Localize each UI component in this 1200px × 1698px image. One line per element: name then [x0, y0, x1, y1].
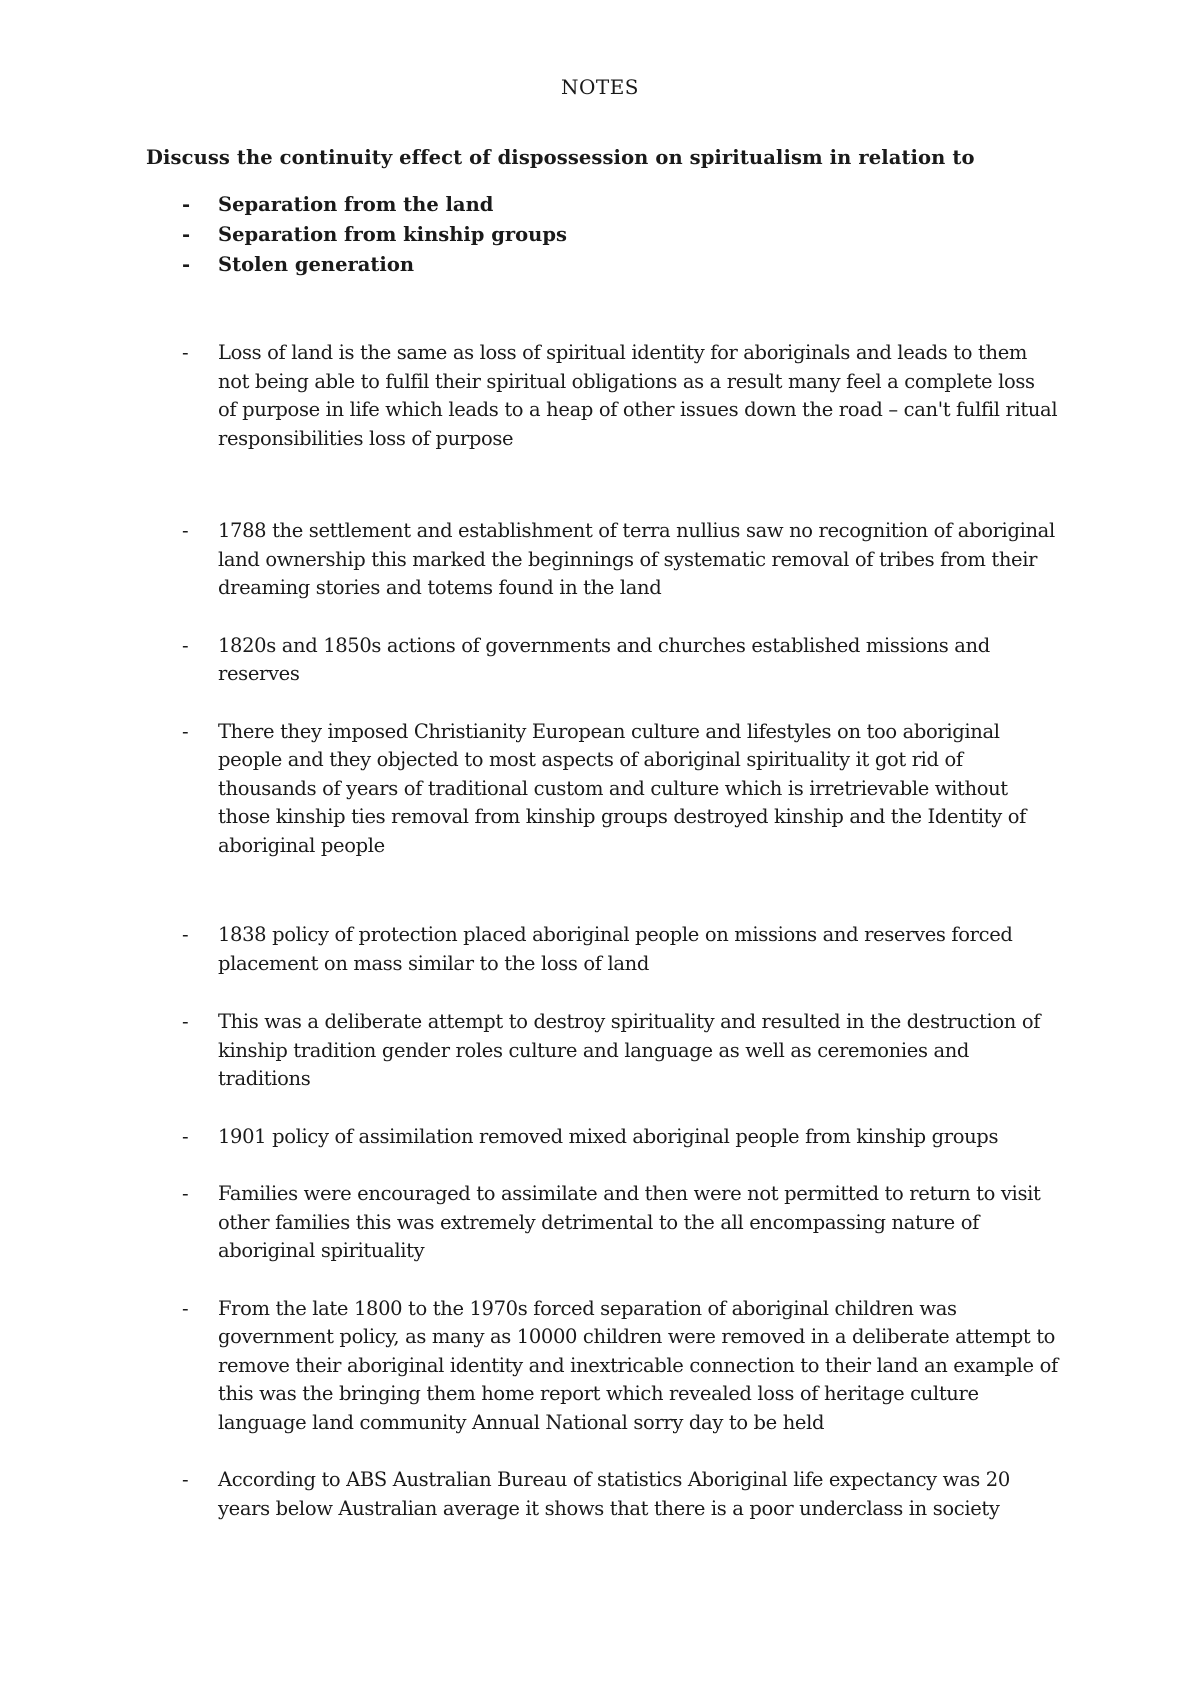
note-text: 1820s and 1850s actions of governments and churches established missions and reserves — [218, 633, 990, 685]
sub-point-item — [0, 250, 1058, 280]
note-text: Loss of land is the same as loss of spiritual identity for aboriginals and leads to them not being able to fulfil their spiritual obligations as a result many feel a complete loss of purpose in life which leads to a heap of other issues down the road – can't fulfil ritual responsibilities loss of purpose — [218, 341, 1058, 450]
sub-points-list — [0, 190, 1058, 280]
note-text: Families were encouraged to assimilate and then were not permitted to return to visit other families this was extremely detrimental to the all encompassing nature of aboriginal spirituality — [218, 1182, 1041, 1262]
question-heading: Discuss the continuity effect of dispossession on spiritualism in relation to — [146, 146, 975, 169]
bullet-dash: - — [182, 1124, 189, 1148]
bullet-dash: - — [182, 223, 191, 246]
note-text: This was a deliberate attempt to destroy spirituality and resulted in the destruction of kinship tradition gender roles culture and language as well as ceremonies and traditions — [218, 1010, 1041, 1090]
bullet-dash: - — [182, 193, 191, 216]
note-item — [0, 517, 1058, 603]
sub-point-text: Separation from the land — [218, 193, 494, 216]
note-text: 1788 the settlement and establishment of terra nullius saw no recognition of aboriginal land ownership this marked the beginnings of systematic removal of tribes from their dreaming stories and totems found in the land — [218, 519, 1055, 599]
bullet-dash: - — [182, 1468, 189, 1491]
note-item — [0, 1466, 1058, 1523]
bullet-dash: - — [182, 1182, 189, 1205]
bullet-dash: - — [182, 1010, 189, 1033]
note-item — [0, 1295, 1058, 1438]
note-item — [0, 921, 1058, 978]
bullet-dash: - — [182, 719, 189, 743]
note-text: 1838 policy of protection placed aboriginal people on missions and reserves forced placement on mass similar to the loss of land — [218, 923, 1013, 975]
note-item — [0, 1180, 1058, 1266]
note-item — [0, 1008, 1058, 1094]
notes-list — [0, 339, 1058, 1523]
note-item — [0, 718, 1058, 861]
note-item — [0, 632, 1058, 689]
bullet-dash: - — [182, 633, 189, 657]
sub-point-text: Separation from kinship groups — [218, 223, 567, 246]
sub-point-item — [0, 190, 1058, 220]
note-item — [0, 339, 1058, 453]
note-text: 1901 policy of assimilation removed mixed aboriginal people from kinship groups — [218, 1124, 999, 1148]
bullet-dash: - — [182, 253, 191, 276]
note-text: There they imposed Christianity European culture and lifestyles on too aboriginal people and they objected to most aspects of aboriginal spirituality it got rid of thousands of years of traditional custom and culture which is irretrievable without those kinship ties removal from kinship groups destroyed kinship and the Identity of aboriginal people — [218, 719, 1027, 857]
sub-point-item — [0, 220, 1058, 250]
bullet-dash: - — [182, 1296, 189, 1320]
bullet-dash: - — [182, 341, 189, 364]
page-title: NOTES — [560, 75, 640, 99]
note-text: From the late 1800 to the 1970s forced separation of aboriginal children was government policy, as many as 10000 children were removed in a deliberate attempt to remove their aboriginal identity and inextricable connection to their land an example of this was the bringing them home report which revealed loss of heritage culture language land community Annual National sorry day to be held — [218, 1296, 1058, 1434]
sub-point-text: Stolen generation — [218, 253, 415, 276]
note-item — [0, 1123, 1058, 1152]
bullet-dash: - — [182, 519, 189, 542]
note-text: According to ABS Australian Bureau of statistics Aboriginal life expectancy was 20 years below Australian average it shows that there is a poor underclass in society — [218, 1468, 1010, 1520]
bullet-dash: - — [182, 923, 189, 946]
